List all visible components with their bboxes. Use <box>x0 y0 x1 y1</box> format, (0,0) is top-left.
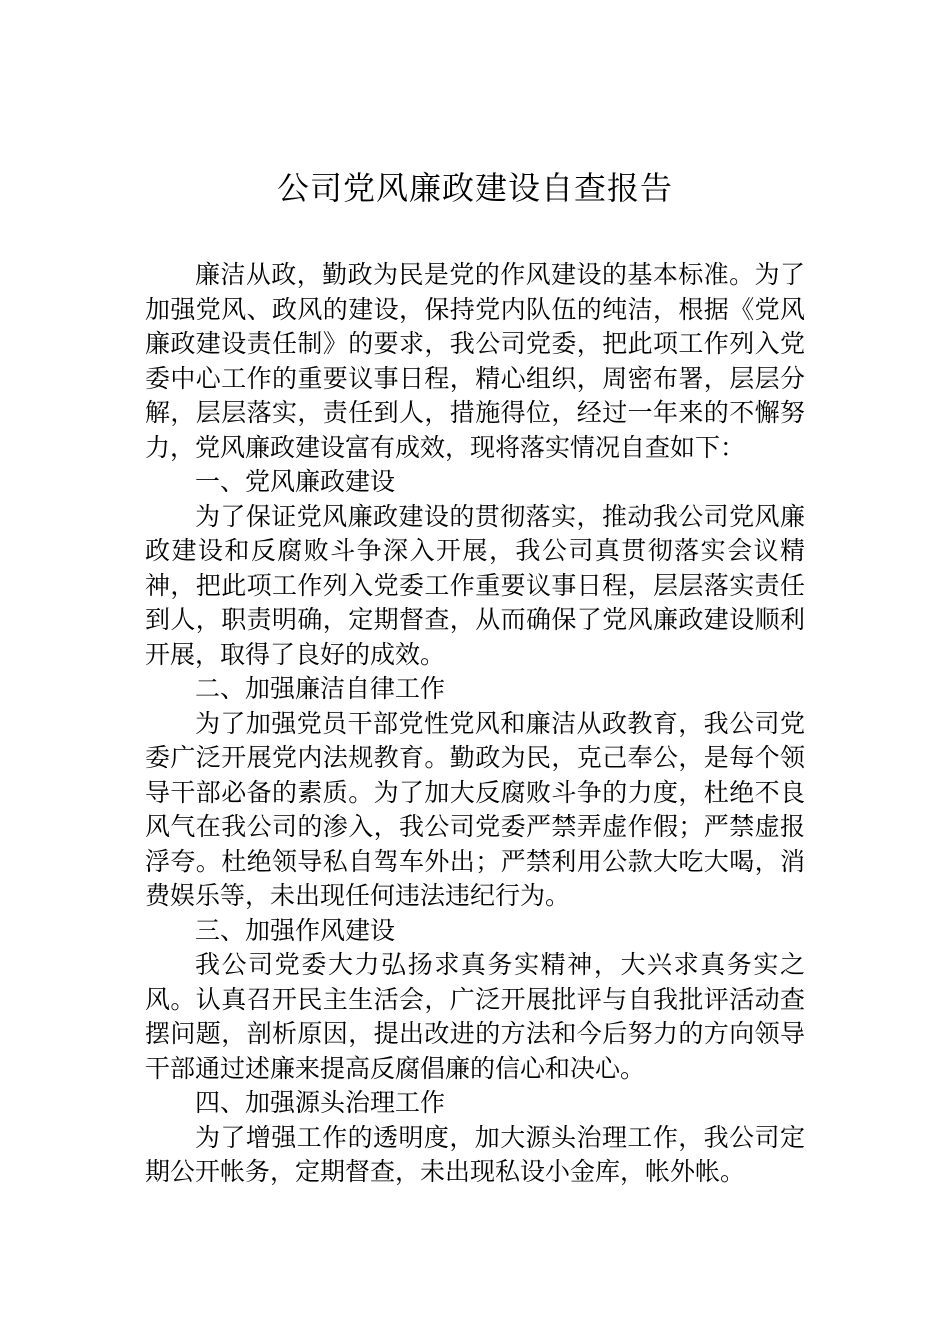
section-heading-2: 二、加强廉洁自律工作 <box>195 674 446 703</box>
section-heading-1: 一、党风廉政建设 <box>195 467 396 496</box>
document-title: 公司党风廉政建设自查报告 <box>276 169 673 207</box>
section-paragraph-3: 我公司党委大力弘扬求真务实精神，大兴求真务实之风。认真召开民主生活会，广泛开展批评与自我批评活动查摆问题，剖析原因，提出改进的方法和今后努力的方向领导干部通过述廉来提高反腐倡廉的信心和决心。 <box>145 950 805 1083</box>
document-body <box>145 258 805 1190</box>
section-heading-4: 四、加强源头治理工作 <box>195 1088 446 1117</box>
section-paragraph-4: 为了增强工作的透明度，加大源头治理工作，我公司定期公开帐务，定期督查，未出现私设小金库，帐外帐。 <box>145 1122 805 1186</box>
intro-paragraph: 廉洁从政，勤政为民是党的作风建设的基本标准。为了加强党风、政风的建设，保持党内队伍的纯洁，根据《党风廉政建设责任制》的要求，我公司党委，把此项工作列入党委中心工作的重要议事日程，精心组织，周密布署，层层分解，层层落实，责任到人，措施得位，经过一年来的不懈努力，党风廉政建设富有成效，现将落实情况自查如下： <box>145 260 805 462</box>
section-paragraph-2: 为了加强党员干部党性党风和廉洁从政教育，我公司党委广泛开展党内法规教育。勤政为民，克己奉公，是每个领导干部必备的素质。为了加大反腐败斗争的力度，杜绝不良风气在我公司的渗入，我公司党委严禁弄虚作假；严禁虚报浮夸。杜绝领导私自驾车外出；严禁利用公款大吃大喝，消费娱乐等，未出现任何违法违纪行为。 <box>145 708 805 910</box>
section-paragraph-1: 为了保证党风廉政建设的贯彻落实，推动我公司党风廉政建设和反腐败斗争深入开展，我公司真贯彻落实会议精神，把此项工作列入党委工作重要议事日程，层层落实责任到人，职责明确，定期督查，从而确保了党风廉政建设顺利开展，取得了良好的成效。 <box>145 501 805 669</box>
section-heading-3: 三、加强作风建设 <box>195 915 396 945</box>
